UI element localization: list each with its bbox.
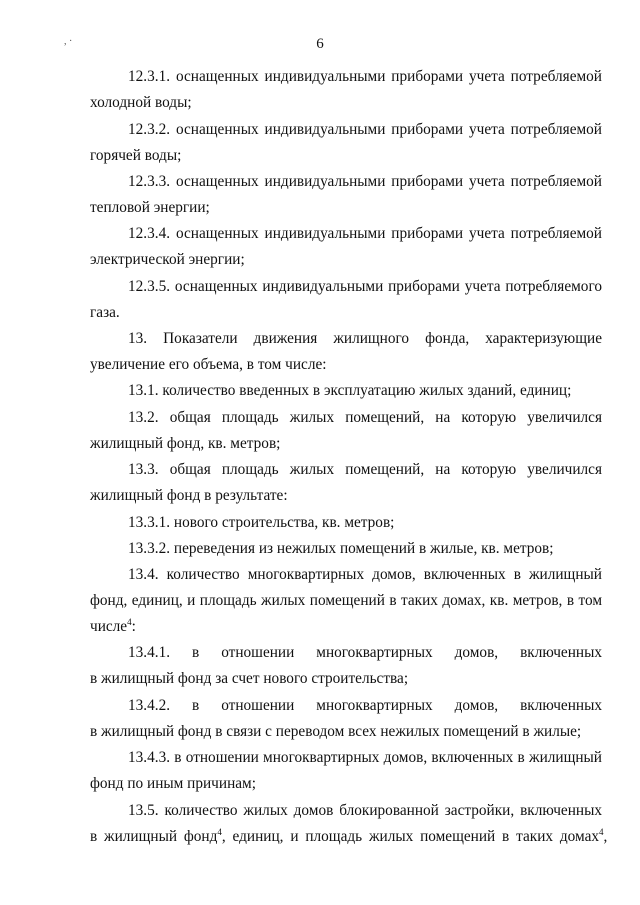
margin-specks: , · [64, 36, 73, 47]
item-12-3-5-line1: 12.3.5. оснащенных индивидуальными приборами учета потребляемого [128, 278, 602, 295]
item-12-3-2-line1: 12.3.2. оснащенных индивидуальными приборами учета потребляемой [128, 121, 602, 138]
item-13-4-line2: фонд, единиц, и площадь жилых помещений в таких домах, кв. метров, в том [90, 592, 602, 609]
item-12-3-2-line2: горячей воды; [90, 147, 182, 164]
item-13-4-2-line1: 13.4.2. в отношении многоквартирных домов, включенных [128, 697, 602, 714]
item-13-4-2-line2: в жилищный фонд в связи с переводом всех нежилых помещений в жилые; [90, 723, 582, 740]
item-13-3-line1: 13.3. общая площадь жилых помещений, на которую увеличился [128, 461, 602, 478]
item-13-5-line2-text3: , [603, 828, 608, 845]
item-13-4-line3-end: : [131, 618, 136, 635]
item-13-2-line1: 13.2. общая площадь жилых помещений, на которую увеличился [128, 409, 602, 426]
item-13-3-line2: жилищный фонд в результате: [90, 487, 288, 504]
item-13-4-3-line2: фонд по иным причинам; [90, 775, 256, 792]
item-13-2-line2: жилищный фонд, кв. метров; [90, 435, 281, 452]
item-13-5-line2 [90, 827, 608, 847]
item-13-line2: увеличение его объема, в том числе: [90, 356, 327, 373]
footnote-ref-4: 4 [217, 827, 222, 837]
footnote-ref-4: 4 [127, 617, 132, 627]
item-13-3-1: 13.3.1. нового строительства, кв. метров; [128, 514, 395, 531]
item-13-line1: 13. Показатели движения жилищного фонда, характеризующие [128, 330, 602, 347]
item-13-4-line1: 13.4. количество многоквартирных домов, включенных в жилищный [128, 566, 602, 583]
item-13-4-3-line1: 13.4.3. в отношении многоквартирных домов, включенных в жилищный [128, 749, 602, 766]
item-12-3-4-line2: электрической энергии; [90, 251, 245, 268]
page-number: 6 [316, 36, 324, 52]
item-13-4-line3 [90, 617, 602, 637]
item-13-5-line2-text2: , единиц, и площадь жилых помещений в таких домах [221, 828, 600, 845]
item-12-3-4-line1: 12.3.4. оснащенных индивидуальными приборами учета потребляемой [128, 225, 602, 242]
item-13-4-1-line2: в жилищный фонд за счет нового строительства; [90, 670, 409, 687]
item-13-3-2: 13.3.2. переведения из нежилых помещений в жилые, кв. метров; [128, 540, 554, 557]
item-13-5-line2-text1: в жилищный фонд [90, 828, 218, 845]
item-13-5-line1: 13.5. количество жилых домов блокированной застройки, включенных [128, 802, 602, 819]
footnote-ref-4: 4 [599, 827, 604, 837]
item-13-4-1-line1: 13.4.1. в отношении многоквартирных домов, включенных [128, 644, 602, 661]
item-12-3-5-line2: газа. [90, 304, 120, 321]
item-12-3-1-line1: 12.3.1. оснащенных индивидуальными приборами учета потребляемой [128, 68, 602, 85]
item-12-3-3-line1: 12.3.3. оснащенных индивидуальными приборами учета потребляемой [128, 173, 602, 190]
item-12-3-3-line2: тепловой энергии; [90, 199, 210, 216]
item-13-1: 13.1. количество введенных в эксплуатацию жилых зданий, единиц; [128, 382, 572, 399]
item-12-3-1-line2: холодной воды; [90, 94, 192, 111]
item-13-4-line3-text: числе [90, 618, 128, 635]
